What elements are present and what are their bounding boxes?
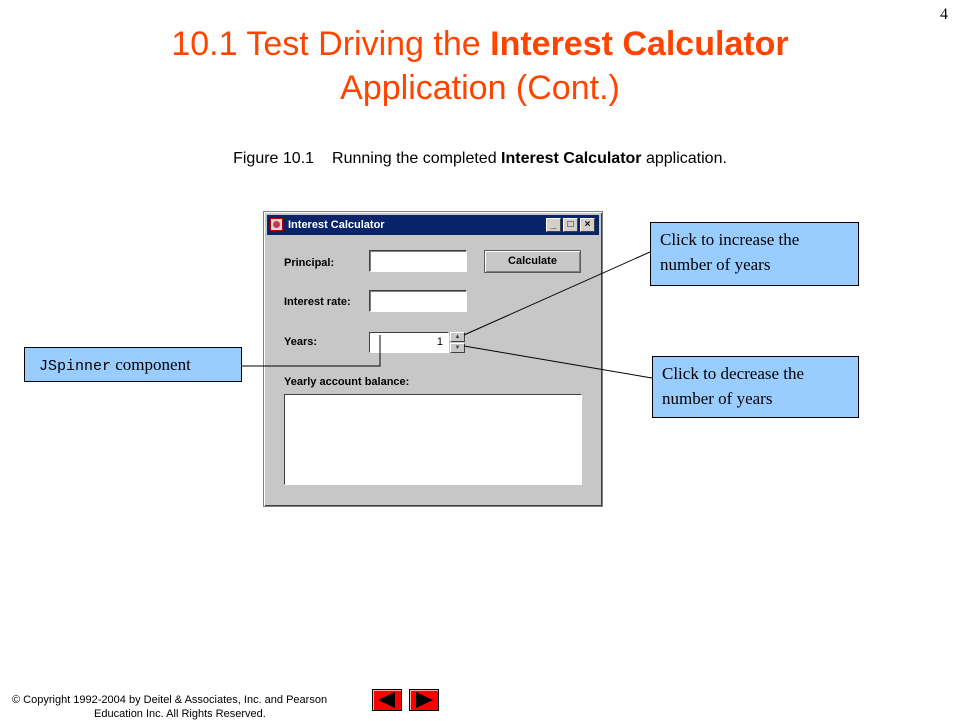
callout-jspinner: [24, 347, 242, 382]
years-spinner-value[interactable]: 1: [369, 332, 449, 353]
arrow-left-icon: [373, 690, 401, 710]
page-number: 4: [940, 6, 948, 23]
copyright-line-2: Education Inc. All Rights Reserved.: [94, 708, 266, 720]
next-slide-button[interactable]: [409, 689, 439, 711]
jspinner-code: JSpinner: [39, 358, 112, 375]
copyright-line-1: © Copyright 1992-2004 by Deitel & Associates, Inc. and Pearson: [12, 694, 328, 706]
slide-title: [0, 22, 960, 110]
caption-text: Running the completed: [332, 150, 502, 167]
title-bold: Interest Calculator: [490, 25, 789, 63]
interest-calculator-window: [263, 211, 603, 507]
figure-caption: [0, 150, 960, 168]
calculate-button[interactable]: Calculate: [484, 250, 581, 273]
minimize-icon[interactable]: _: [546, 218, 561, 232]
close-icon[interactable]: ×: [580, 218, 595, 232]
callout-decrease-years: Click to decrease the number of years: [652, 356, 859, 418]
arrow-right-icon: [410, 690, 438, 710]
maximize-icon[interactable]: □: [563, 218, 578, 232]
arrow-up-icon[interactable]: ▲: [450, 332, 465, 342]
caption-figure-number: Figure 10.1: [233, 150, 315, 167]
app-icon: [270, 218, 283, 231]
yearly-balance-textarea[interactable]: [284, 394, 582, 485]
window-title: Interest Calculator: [288, 219, 385, 231]
previous-slide-button[interactable]: [372, 689, 402, 711]
years-label: Years:: [284, 336, 318, 348]
years-spinner: [369, 332, 465, 353]
title-line-1: [0, 22, 960, 66]
window-titlebar[interactable]: [267, 215, 599, 235]
callout-increase-years: Click to increase the number of years: [650, 222, 859, 286]
principal-label: Principal:: [284, 257, 335, 269]
interest-rate-input[interactable]: [369, 290, 467, 312]
principal-input[interactable]: [369, 250, 467, 272]
interest-rate-label: Interest rate:: [284, 296, 351, 308]
title-line-2: Application (Cont.): [340, 69, 620, 107]
caption-bold: Interest Calculator: [501, 150, 642, 167]
arrow-down-icon[interactable]: ▼: [450, 343, 465, 353]
copyright-notice: [12, 693, 364, 721]
jspinner-text: component: [111, 355, 191, 374]
title-prefix: 10.1 Test Driving the: [171, 25, 491, 63]
yearly-balance-label: Yearly account balance:: [284, 376, 410, 388]
caption-suffix: application.: [641, 150, 727, 167]
